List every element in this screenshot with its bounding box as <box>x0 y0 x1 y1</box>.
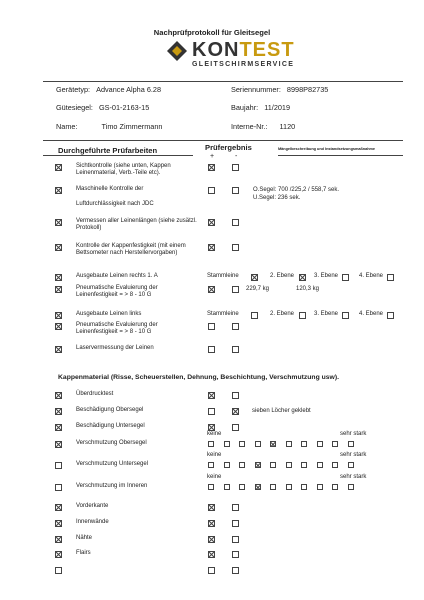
kappe-minus-1[interactable] <box>232 408 239 415</box>
pruefarbeit-text-6: Ausgebaute Leinen links <box>76 311 142 317</box>
guetesiegel-value: GS-01-2163-15 <box>98 103 150 112</box>
kappe-plus-10[interactable] <box>208 567 215 574</box>
scale-box-3-0[interactable] <box>208 441 214 447</box>
ebene3-checkbox-6[interactable] <box>342 312 349 319</box>
stammleine-label-4: Stammleine <box>207 273 239 279</box>
ebene4-checkbox-6[interactable] <box>387 312 394 319</box>
pruefarbeit-checkbox-2[interactable] <box>55 219 62 226</box>
baujahr-label: Baujahr: <box>231 103 259 112</box>
logo <box>166 40 298 74</box>
kappe-text-9: Flairs <box>76 550 91 556</box>
kappe-text-3: Verschmutzung Obersegel <box>76 440 147 446</box>
ebene2-label-4: 2. Ebene <box>270 273 295 279</box>
header-maengel: Mängelbeschreibung und Instandsetzungsmaßnahme <box>278 147 376 151</box>
header-divider-right <box>278 155 403 156</box>
scale-box-3-6[interactable] <box>301 441 307 447</box>
kappe-checkbox-0[interactable] <box>55 392 62 399</box>
logo-mark-icon <box>166 40 188 62</box>
guetesiegel-label: Gütesiegel: <box>56 103 93 112</box>
header-pruefarbeiten: Durchgeführte Prüfarbeiten <box>58 146 158 155</box>
result-plus-7[interactable] <box>208 323 215 330</box>
result-minus-1[interactable] <box>232 187 239 194</box>
ebene3-label-6: 3. Ebene <box>314 311 339 317</box>
scale-box-3-1[interactable] <box>224 441 230 447</box>
pruefarbeit-checkbox-5[interactable] <box>55 286 62 293</box>
geraetetyp-value: Advance Alpha 6.28 <box>96 85 162 94</box>
scale-sehr-stark-label-5: sehr stark <box>340 474 367 480</box>
ebene3-label-4: 3. Ebene <box>314 273 339 279</box>
kappe-text-1: Beschädigung Obersegel <box>76 407 144 413</box>
logo-subtitle: GLEITSCHIRMSERVICE <box>192 61 295 68</box>
pruefarbeit-text-4: Ausgebaute Leinen rechts 1. A <box>76 273 158 279</box>
kappe-text-7: Innenwände <box>76 519 109 525</box>
pruefarbeit-checkbox-3[interactable] <box>55 244 62 251</box>
scale-box-5-8[interactable] <box>332 484 338 490</box>
name-label: Name: <box>56 122 78 131</box>
scale-box-4-9[interactable] <box>348 462 354 468</box>
scale-box-5-7[interactable] <box>317 484 323 490</box>
kappe-checkbox-4[interactable] <box>55 462 62 469</box>
kappe-checkbox-8[interactable] <box>55 536 62 543</box>
kappe-text-8: Nähte <box>76 535 93 541</box>
pruefarbeit-text-8: Laservermessung der Leinen <box>76 345 154 351</box>
header-divider-left <box>43 155 193 156</box>
kappe-plus-6[interactable] <box>208 504 215 511</box>
ebene2-label-6: 2. Ebene <box>270 311 295 317</box>
stammleine-checkbox-6[interactable] <box>251 312 258 319</box>
result-plus-8[interactable] <box>208 346 215 353</box>
pruefarbeit-checkbox-8[interactable] <box>55 346 62 353</box>
scale-box-5-6[interactable] <box>301 484 307 490</box>
scale-box-4-3[interactable] <box>255 462 261 468</box>
kappe-minus-0[interactable] <box>232 392 239 399</box>
kappen-heading: Kappenmaterial (Risse, Scheuerstellen, Dehnung, Beschichtung, Verschmutzung usw). <box>58 374 339 381</box>
page-title: Nachprüfprotokoll für Gleitsegel <box>153 28 271 37</box>
kappe-text-5: Verschmutzung im Inneren <box>76 483 148 489</box>
kappe-plus-8[interactable] <box>208 536 215 543</box>
kappe-text-2: Beschädigung Untersegel <box>76 423 145 429</box>
result-minus-7[interactable] <box>232 323 239 330</box>
kappe-plus-2[interactable] <box>208 424 215 431</box>
kappe-checkbox-1[interactable] <box>55 408 62 415</box>
kappe-plus-7[interactable] <box>208 520 215 527</box>
scale-box-4-8[interactable] <box>332 462 338 468</box>
kappe-checkbox-2[interactable] <box>55 424 62 431</box>
pruefarbeit-text-1: Maschinelle Kontrolle der <box>76 186 144 192</box>
pruefarbeit-text-0: Sichtkontrolle (siehe unten, Kappen Leinenmaterial, Verb.-Teile etc). <box>76 163 171 177</box>
kappe-text-6: Vorderkante <box>76 503 109 509</box>
scale-box-5-5[interactable] <box>286 484 292 490</box>
interne-value: 1120 <box>279 122 296 131</box>
result-plus-5[interactable] <box>208 286 215 293</box>
scale-box-4-2[interactable] <box>239 462 245 468</box>
result-minus-8[interactable] <box>232 346 239 353</box>
scale-box-3-2[interactable] <box>239 441 245 447</box>
kappe-minus-7[interactable] <box>232 520 239 527</box>
scale-box-5-1[interactable] <box>224 484 230 490</box>
scale-box-4-1[interactable] <box>224 462 230 468</box>
scale-box-3-9[interactable] <box>348 441 354 447</box>
header-pruefergebnis: Prüfergebnis <box>205 143 252 152</box>
logo-wordmark: KONTEST <box>192 39 295 61</box>
name-value: Timo Zimmermann <box>101 122 163 131</box>
kappe-note-1: sieben Löcher geklebt <box>252 408 311 414</box>
kappe-checkbox-7[interactable] <box>55 520 62 527</box>
scale-sehr-stark-label-3: sehr stark <box>340 431 367 437</box>
luft-note-untersegel: U.Segel: 236 sek. <box>253 195 301 201</box>
kappe-plus-0[interactable] <box>208 392 215 399</box>
scale-keine-label-5: keine <box>207 474 222 480</box>
kappe-minus-2[interactable] <box>232 424 239 431</box>
result-plus-1[interactable] <box>208 187 215 194</box>
kappe-checkbox-3[interactable] <box>55 441 62 448</box>
ebene4-label-4: 4. Ebene <box>359 273 384 279</box>
festigkeit-value-1: 229,7 kg <box>246 286 270 292</box>
scale-box-5-3[interactable] <box>255 484 261 490</box>
kappe-text-4: Verschmutzung Untersegel <box>76 461 149 467</box>
pruefarbeit-text-2: Vermessen aller Leinenlängen (siehe zusätzl. Protokoll) <box>76 218 197 232</box>
pruefarbeit-checkbox-4[interactable] <box>55 274 62 281</box>
pruefarbeit-checkbox-1[interactable] <box>55 187 62 194</box>
scale-box-5-4[interactable] <box>270 484 276 490</box>
kappe-minus-6[interactable] <box>232 504 239 511</box>
pruefarbeit-checkbox-0[interactable] <box>55 164 62 171</box>
ebene2-checkbox-6[interactable] <box>299 312 306 319</box>
luft-note-obersegel: O.Segel: 700 /225,2 / 558,7 sek. <box>253 187 340 193</box>
pruefarbeit-text-7: Pneumatische Evaluierung der Leinenfestigkeit = > 8 - 10 G <box>76 322 158 336</box>
pruefarbeit-checkbox-6[interactable] <box>55 312 62 319</box>
stammleine-label-6: Stammleine <box>207 311 239 317</box>
scale-keine-label-3: keine <box>207 431 222 437</box>
scale-box-4-6[interactable] <box>301 462 307 468</box>
baujahr-value: 11/2019 <box>264 103 291 112</box>
scale-sehr-stark-label-4: sehr stark <box>340 452 367 458</box>
ebene2-checkbox-4[interactable] <box>299 274 306 281</box>
header-plus: + <box>210 153 215 160</box>
seriennummer-label: Seriennummer: <box>231 85 281 94</box>
kappe-plus-1[interactable] <box>208 408 215 415</box>
kappe-checkbox-10[interactable] <box>55 567 62 574</box>
scale-box-4-5[interactable] <box>286 462 292 468</box>
result-minus-2[interactable] <box>232 219 239 226</box>
result-plus-3[interactable] <box>208 244 215 251</box>
interne-label: Interne-Nr.: <box>231 122 268 131</box>
result-minus-0[interactable] <box>232 164 239 171</box>
pruefarbeit-text-5: Pneumatische Evaluierung der Leinenfestigkeit = > 8 - 10 G <box>76 285 158 299</box>
pruefarbeit-checkbox-7[interactable] <box>55 323 62 330</box>
pruefarbeit-text2-1: Luftdurchlässigkeit nach JDC <box>76 201 154 207</box>
seriennummer-value: 8998P82735 <box>286 85 329 94</box>
kappe-checkbox-6[interactable] <box>55 504 62 511</box>
pruefarbeit-text-3: Kontrolle der Kappenfestigkeit (mit einem Bettsometer nach Herstellervorgaben) <box>76 243 186 257</box>
scale-keine-label-4: keine <box>207 452 222 458</box>
kappe-text-0: Überdrucktest <box>76 391 114 397</box>
stammleine-checkbox-4[interactable] <box>251 274 258 281</box>
scale-box-5-0[interactable] <box>208 484 214 490</box>
scale-box-3-4[interactable] <box>270 441 276 447</box>
scale-box-3-7[interactable] <box>317 441 323 447</box>
scale-box-3-5[interactable] <box>286 441 292 447</box>
scale-box-4-4[interactable] <box>270 462 276 468</box>
header-minus: - <box>235 153 238 160</box>
kappe-checkbox-9[interactable] <box>55 551 62 558</box>
kappe-minus-9[interactable] <box>232 551 239 558</box>
result-plus-0[interactable] <box>208 164 215 171</box>
geraetetyp-label: Gerätetyp: <box>56 85 91 94</box>
ebene4-label-6: 4. Ebene <box>359 311 384 317</box>
kappe-minus-8[interactable] <box>232 536 239 543</box>
kappe-checkbox-5[interactable] <box>55 484 62 491</box>
result-minus-5[interactable] <box>232 286 239 293</box>
scale-box-3-3[interactable] <box>255 441 261 447</box>
scale-box-4-7[interactable] <box>317 462 323 468</box>
device-info <box>43 81 403 141</box>
scale-box-5-9[interactable] <box>348 484 354 490</box>
kappe-plus-9[interactable] <box>208 551 215 558</box>
scale-box-5-2[interactable] <box>239 484 245 490</box>
scale-box-4-0[interactable] <box>208 462 214 468</box>
kappe-minus-10[interactable] <box>232 567 239 574</box>
ebene3-checkbox-4[interactable] <box>342 274 349 281</box>
festigkeit-value-2: 120,3 kg <box>296 286 320 292</box>
result-plus-2[interactable] <box>208 219 215 226</box>
result-minus-3[interactable] <box>232 244 239 251</box>
scale-box-3-8[interactable] <box>332 441 338 447</box>
ebene4-checkbox-4[interactable] <box>387 274 394 281</box>
